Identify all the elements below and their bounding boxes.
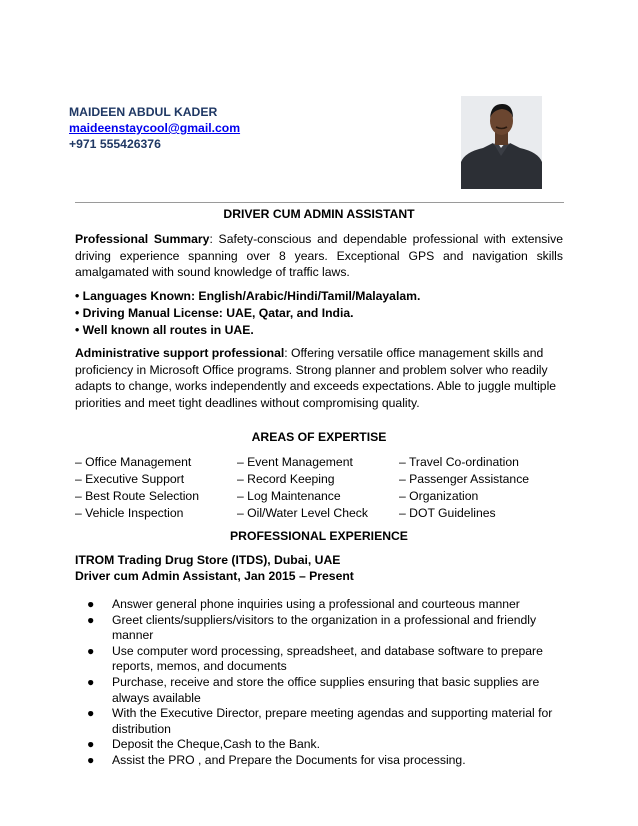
job-header <box>75 552 354 584</box>
expertise-item: – Log Maintenance <box>237 489 341 503</box>
duty-text: Assist the PRO , and Prepare the Documents for visa processing. <box>112 752 466 767</box>
phone-number: +971 555426376 <box>69 137 161 151</box>
professional-summary <box>75 231 563 281</box>
bullet-icon: ● <box>87 612 95 627</box>
experience-heading: PROFESSIONAL EXPERIENCE <box>230 529 408 543</box>
duty-text: Use computer word processing, spreadsheet, and database software to prepare reports, memos, and documents <box>112 643 543 674</box>
highlight-routes: • Well known all routes in UAE. <box>75 323 254 337</box>
profile-photo-icon <box>461 96 542 189</box>
highlight-license: • Driving Manual License: UAE, Qatar, and India. <box>75 306 354 320</box>
bullet-icon: ● <box>87 752 95 767</box>
resume-title: DRIVER CUM ADMIN ASSISTANT <box>223 207 415 221</box>
expertise-item: – Passenger Assistance <box>399 472 530 486</box>
bullet-icon: ● <box>87 597 95 611</box>
list-item <box>87 613 567 644</box>
highlight-languages: • Languages Known: English/Arabic/Hindi/Tamil/Malayalam. <box>75 289 421 303</box>
duty-text: Deposit the Cheque,Cash to the Bank. <box>112 737 320 752</box>
list-item <box>87 706 567 737</box>
email-link[interactable]: maideenstaycool@gmail.com <box>69 121 241 135</box>
list-item <box>87 737 567 753</box>
expertise-item: – Executive Support <box>75 472 185 486</box>
highlights-list <box>75 288 420 339</box>
summary-text: : Safety-conscious and dependable professional with extensive driving experience spanning over 8 years. Exceptional GPS and navigation skills amalgamated with sound knowledge of traffic laws. <box>75 232 563 279</box>
list-item <box>87 597 567 613</box>
expertise-item: – Travel Co-ordination <box>399 455 519 469</box>
job-role: Driver cum Admin Assistant, Jan 2015 – Present <box>75 569 354 583</box>
duty-text: With the Executive Director, prepare meeting agendas and supporting material for distribution <box>112 706 553 736</box>
admin-label: Administrative support professional <box>75 346 285 360</box>
expertise-item: – Record Keeping <box>237 472 335 486</box>
list-item <box>87 753 567 769</box>
bullet-icon: ● <box>87 706 95 721</box>
bullet-icon: ● <box>87 643 95 658</box>
expertise-item: – Office Management <box>75 455 192 469</box>
bullet-icon: ● <box>87 737 95 752</box>
summary-label: Professional Summary <box>75 232 210 246</box>
company-name: ITROM Trading Drug Store (ITDS), Dubai, UAE <box>75 553 341 567</box>
expertise-item: – Event Management <box>237 455 353 469</box>
duties-list <box>87 597 567 769</box>
header-divider <box>75 202 564 203</box>
expertise-item: – Organization <box>399 489 479 503</box>
admin-text: : Offering versatile office management skills and proficiency in Microsoft Office programs. Strong planner and problem solver who readily adapts to change, works independently and exceeds expectations. Able to juggle multiple priorities and meet tight deadlines without compromising quality. <box>75 346 557 410</box>
expertise-item: – DOT Guidelines <box>399 506 496 520</box>
bullet-icon: ● <box>87 674 95 689</box>
admin-support-paragraph <box>75 345 563 411</box>
expertise-item: – Oil/Water Level Check <box>237 506 368 520</box>
contact-header <box>69 104 240 152</box>
expertise-item: – Best Route Selection <box>75 489 199 503</box>
candidate-name: MAIDEEN ABDUL KADER <box>69 105 218 119</box>
profile-photo <box>461 96 542 189</box>
duty-text: Answer general phone inquiries using a professional and courteous manner <box>112 597 520 611</box>
duty-text: Greet clients/suppliers/visitors to the organization in a professional and friendly manner <box>112 612 537 643</box>
expertise-heading: AREAS OF EXPERTISE <box>251 430 387 444</box>
duty-text: Purchase, receive and store the office supplies ensuring that basic supplies are always available <box>112 674 540 705</box>
list-item <box>87 644 567 675</box>
expertise-item: – Vehicle Inspection <box>75 506 184 520</box>
list-item <box>87 675 567 706</box>
